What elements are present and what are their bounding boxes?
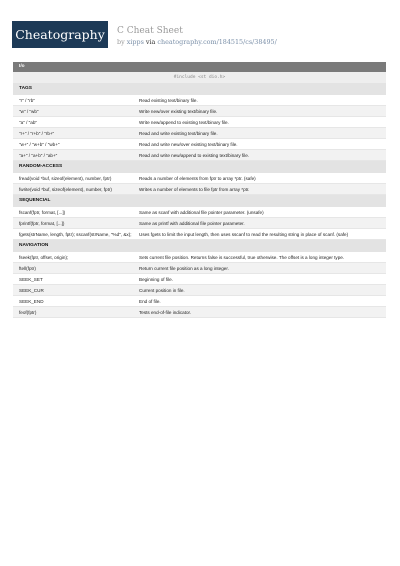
row-term: fscanf(fptr, format, [...]) <box>19 209 66 215</box>
row-term: fread(void *buf, sizeof(element), number, fptr) <box>19 175 112 181</box>
row-term: feof(fptr) <box>19 309 37 315</box>
row-description: Read and write new/append to existing text/binary file. <box>139 152 250 158</box>
byline-by: by <box>117 38 125 46</box>
section-title: TAGS <box>13 83 386 95</box>
row-term: "w" / "wb" <box>19 108 39 114</box>
table-row <box>13 117 386 128</box>
table-row <box>13 128 386 139</box>
author-link[interactable]: xipps <box>126 38 144 46</box>
byline-via: via <box>145 38 156 46</box>
row-term: fseek(fptr, offset, origin); <box>19 254 69 260</box>
table-row <box>13 106 386 117</box>
box-heading: I/o <box>13 62 386 72</box>
row-description: Return current file position as a long integer. <box>139 265 229 271</box>
row-term: ftell(fptr) <box>19 265 36 271</box>
page-header <box>0 0 400 58</box>
row-term: fprintf(fptr, format, [...]) <box>19 220 65 226</box>
row-description: Read and write new/over existing text/binary file. <box>139 141 238 147</box>
include-line: #include <st dio.h> <box>13 72 386 83</box>
row-term: "r+" / "r+b" / "rb+" <box>19 130 55 136</box>
row-description: Sets current file position. Returns false is successful, true otherwise. The offset is a long integer type. <box>139 254 345 260</box>
row-description: Beginning of file. <box>139 276 173 282</box>
table-row <box>13 229 386 240</box>
section-title: RANDOM-ACCESS <box>13 161 386 173</box>
table-row <box>13 307 386 318</box>
table-row <box>13 139 386 150</box>
table-row <box>13 184 386 195</box>
section-title: NAVIGATION <box>13 240 386 252</box>
row-description: Reads a number of elements from fptr to array *ptr. (safe) <box>139 175 256 181</box>
row-term: "w+" / "w+b" / "wb+" <box>19 141 60 147</box>
row-term: fwrite(void *buf, sizeof(element), number, fptr) <box>19 186 112 192</box>
row-term: "r" / "rb" <box>19 97 35 103</box>
row-description: Same as printf with additional file pointer parameter. <box>139 220 245 226</box>
section-title: SEQUENCIAL <box>13 195 386 207</box>
table-row <box>13 173 386 184</box>
io-box <box>13 62 386 318</box>
row-term: "a+" / "a+b" / "ab+" <box>19 152 58 158</box>
row-term: SEEK_SET <box>19 276 43 282</box>
row-description: Current position in file. <box>139 287 185 293</box>
sheet-byline <box>117 38 277 46</box>
row-description: Same as scanf with additional file pointer parameter. (unsafe) <box>139 209 264 215</box>
row-description: Tests end-of-file indicator. <box>139 309 192 315</box>
row-term: SEEK_END <box>19 298 44 304</box>
table-row <box>13 274 386 285</box>
cheatography-logo[interactable]: Cheatography <box>12 21 108 48</box>
row-description: Write new/append to existing text/binary file. <box>139 119 229 125</box>
row-description: Read existing text/binary file. <box>139 97 198 103</box>
sheet-title: C Cheat Sheet <box>117 26 183 36</box>
table-row <box>13 218 386 229</box>
table-row <box>13 252 386 263</box>
row-description: Read and write existing text/binary file. <box>139 130 218 136</box>
row-description: Writes a number of elements to file fptr from array *ptr. <box>139 186 250 192</box>
row-description: End of file. <box>139 298 161 304</box>
row-term: SEEK_CUR <box>19 287 44 293</box>
table-row <box>13 95 386 106</box>
table-row <box>13 150 386 161</box>
table-row <box>13 207 386 218</box>
row-description: Write new/over existing text/binary file. <box>139 108 218 114</box>
table-row <box>13 263 386 274</box>
row-term: fgets(strName, length, fptr); sscanf(strName, "%d", &x); <box>19 231 132 237</box>
box-sections <box>13 83 386 318</box>
table-row <box>13 296 386 307</box>
sheet-url-link[interactable]: cheatography.com/184515/cs/38495/ <box>157 38 277 46</box>
row-term: "a" / "ab" <box>19 119 38 125</box>
table-row <box>13 285 386 296</box>
row-description: Uses fgets to limit the input length, then uses sscanf to read the resulting string in place of scanf. (safe) <box>139 231 349 237</box>
